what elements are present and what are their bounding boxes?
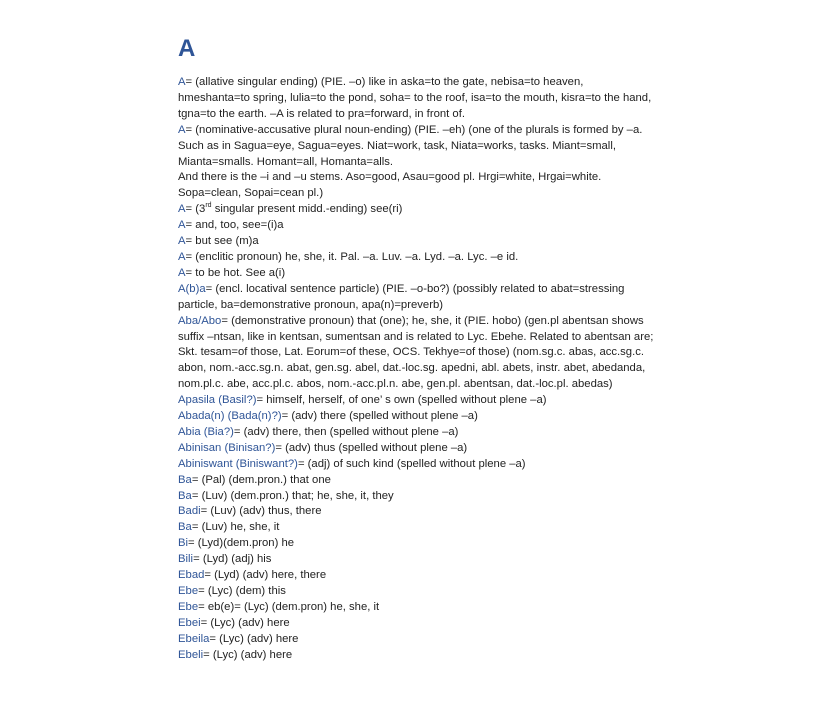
entry-definition: = (demonstrative pronoun) that (one); he, she, it (PIE. hobo) (gen.pl abentsan shows suffix –ntsan, like in kentsan, sumentsan and is related to Lyc. Ebehe. Related to abentsan are; Skt. tesam=of those, Lat. Eorum=of these, OCS. Tekhye=of those) (nom.sg.c. abas, acc.sg.c. abon, nom.-acc.sg.n. abat, gen.sg. abel, dat.-loc.sg. apedni, abl. abets, instr. abet, abedanda, nom.pl.c. abe, acc.pl.c. abos, nom.-acc.pl.n. abe, gen.pl. abentsan, dat.-loc.pl. abedas): [178, 314, 654, 391]
entry: [178, 202, 658, 218]
entry-definition: = and, too, see=(i)a: [185, 219, 284, 232]
entry-term: Badi: [178, 505, 201, 518]
entry-term: Ebeli: [178, 648, 204, 661]
entry: [178, 409, 658, 425]
dictionary-page: [178, 34, 658, 664]
entry-term: Ebei: [178, 616, 201, 629]
entry: [178, 520, 658, 536]
entry-definition: = (Pal) (dem.pron.) that one: [191, 473, 331, 486]
entry-definition: = (Luv) (adv) thus, there: [200, 505, 322, 518]
entry-term: A: [178, 123, 186, 136]
entry: [178, 250, 658, 266]
entry: [178, 600, 658, 616]
entry-definition: = (Luv) he, she, it: [191, 521, 280, 534]
entry: [178, 552, 658, 568]
entry: [178, 266, 658, 282]
entry: [178, 568, 658, 584]
entry-definition: = (Lyd) (adv) here, there: [204, 569, 327, 582]
entry-definition: = (nominative-accusative plural noun-ending) (PIE. –eh) (one of the plurals is formed by –a. Such as in Sagua=eye, Sagua=eyes. Niat=work, task, Niata=works, tasks. Miant=small, Mianta=smalls. Homant=all, Homanta=alls.: [178, 123, 643, 168]
entry-term: Ebeila: [178, 632, 210, 645]
entry-definition: And there is the –i and –u stems. Aso=good, Asau=good pl. Hrgi=white, Hrgai=white. Sopa=clean, Sopai=cean pl.): [178, 171, 602, 200]
entry: [178, 616, 658, 632]
entry-term: A: [178, 219, 186, 232]
superscript: rd: [205, 202, 212, 210]
entry: [178, 425, 658, 441]
entry-term: Ebe: [178, 585, 199, 597]
entry-term: A: [178, 203, 186, 216]
entry-definition: = (adv) there, then (spelled without plene –a): [233, 425, 459, 438]
entry-definition: = himself, herself, of one’ s own (spelled without plene –a): [256, 394, 547, 407]
entry-term: Bi: [178, 537, 189, 550]
entry-term: A: [178, 235, 186, 248]
entry: [178, 123, 658, 171]
entry: [178, 441, 658, 457]
entry: [178, 234, 658, 250]
entry-definition: = (adv) thus (spelled without plene –a): [275, 441, 468, 454]
entry-term: Abada(n) (Bada(n)?): [178, 410, 282, 423]
entry-term: Abia (Bia?): [178, 425, 234, 438]
entry-definition: = to be hot. See a(i): [185, 266, 286, 279]
entry-definition: = (allative singular ending) (PIE. –o) like in aska=to the gate, nebisa=to heaven, hmeshanta=to spring, lulia=to the pond, soha= to the roof, isa=to the mouth, kisra=to the hand, tgna=to the earth. –A is related to pra=forward, in front of.: [178, 76, 652, 120]
entry: [178, 170, 658, 202]
section-heading: A: [178, 35, 196, 62]
entry: [178, 584, 658, 600]
entry: [178, 457, 658, 473]
entry-definition: = (Lyc) (adv) here: [203, 648, 293, 661]
entry: [178, 489, 658, 505]
entry-term: Apasila (Basil?): [178, 394, 257, 407]
entry-list: [178, 75, 658, 664]
entry-term: Abiniswant (Biniswant?): [178, 457, 298, 470]
entry-term: Ba: [178, 489, 192, 502]
entry: [178, 218, 658, 234]
entry: [178, 504, 658, 520]
entry: [178, 473, 658, 489]
entry: [178, 282, 658, 314]
entry-definition: = (Luv) (dem.pron.) that; he, she, it, they: [191, 489, 394, 502]
entry-definition: = eb(e)= (Lyc) (dem.pron) he, she, it: [198, 600, 380, 613]
entry: [178, 536, 658, 552]
entry-term: Ebe: [178, 600, 199, 613]
entry: [178, 632, 658, 648]
entry-definition: = (Lyc) (adv) here: [209, 632, 299, 645]
entry-term: Ebad: [178, 569, 205, 582]
entry: [178, 648, 658, 664]
entry-term: A: [178, 76, 186, 88]
entry-definition: = (adj) of such kind (spelled without plene –a): [297, 457, 526, 470]
entry-definition: = (encl. locatival sentence particle) (PIE. –o-bo?) (possibly related to abat=stressing particle, ba=demonstrative pronoun, apa(n)=preverb): [178, 282, 625, 311]
entry-term: Bili: [178, 553, 194, 566]
entry: [178, 314, 658, 394]
entry-definition: = (enclitic pronoun) he, she, it. Pal. –a. Luv. –a. Lyd. –a. Lyc. –e id.: [185, 250, 519, 263]
entry-term: A: [178, 250, 186, 263]
entry-definition: = (adv) there (spelled without plene –a): [281, 410, 478, 423]
entry: [178, 75, 658, 123]
entry-term: A: [178, 266, 186, 279]
entry-term: Ba: [178, 473, 192, 486]
entry-term: A(b)a: [178, 282, 206, 295]
entry-definition-pre: = (3: [185, 203, 206, 216]
entry-term: Ba: [178, 521, 192, 534]
entry-definition: = (Lyd) (adj) his: [193, 553, 272, 566]
entry-term: Aba/Abo: [178, 314, 222, 327]
entry-definition-post: singular present midd.-ending) see(ri): [211, 203, 403, 216]
entry: [178, 393, 658, 409]
entry-definition: = (Lyc) (adv) here: [200, 616, 290, 629]
entry-term: Abinisan (Binisan?): [178, 441, 276, 454]
entry-definition: = but see (m)a: [185, 235, 259, 248]
entry-definition: = (Lyd)(dem.pron) he: [188, 537, 295, 550]
entry-definition: = (Lyc) (dem) this: [198, 585, 286, 597]
